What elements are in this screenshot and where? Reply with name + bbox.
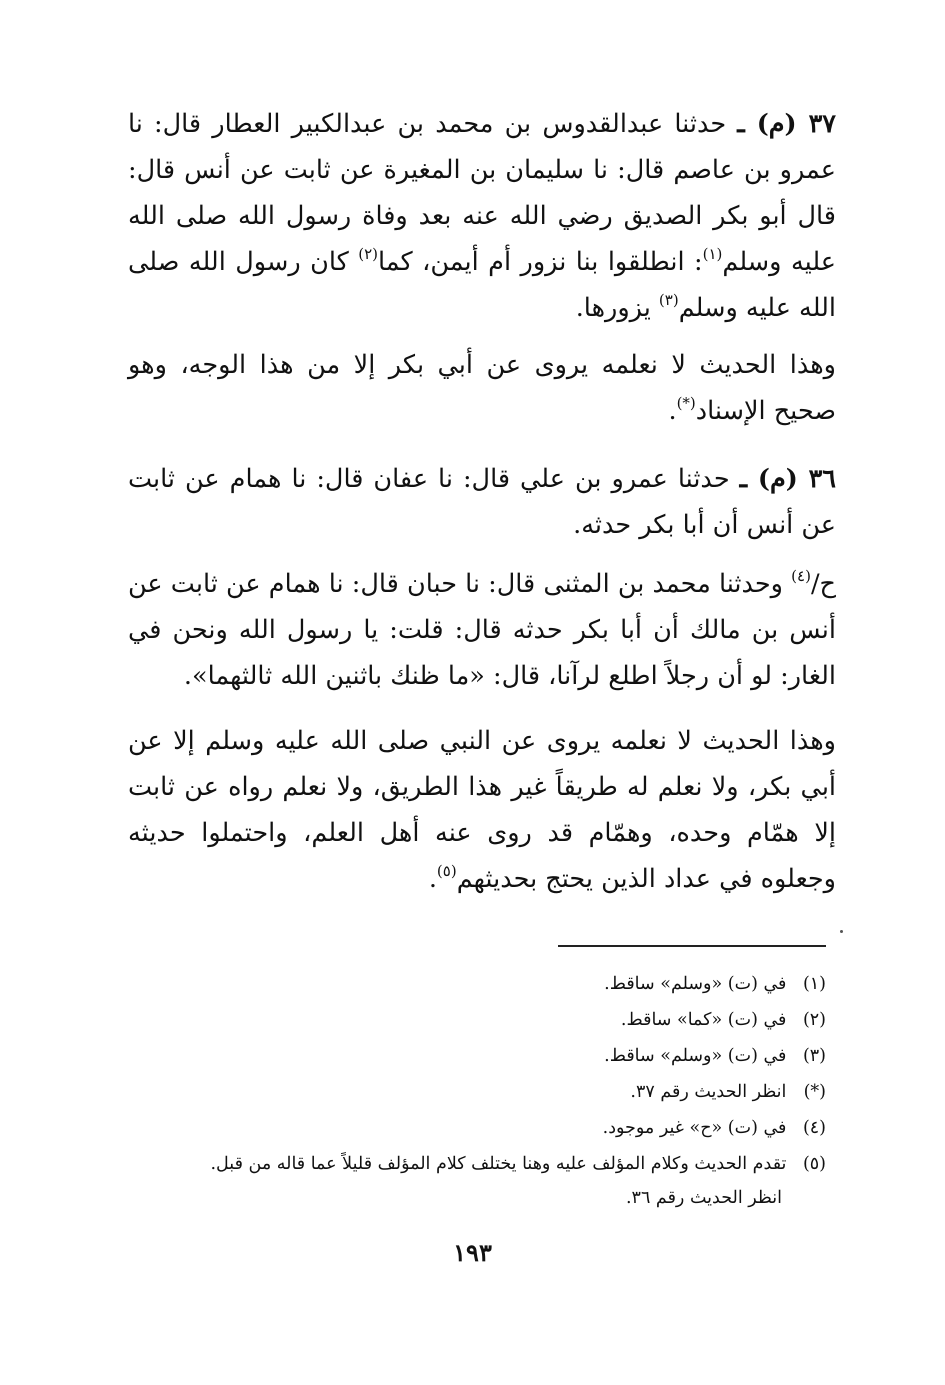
hadith-text: ح/ [810, 569, 836, 599]
footnote [130, 1076, 826, 1108]
commentary-text: وهذا الحديث لا نعلمه يروى عن النبي صلى الله عليه وسلم إلا عن أبي بكر، ولا نعلم له طريقاً غير هذا الطريق، ولا نعلم رواه عن ثابت إلا همّام وحده، وهمّام قد روى عنه أهل العلم، واحتملوا حديثه وجعلوه في عداد الذين يحتج بحديثهم [128, 726, 836, 894]
footnote-text: في (ت) «وسلم» ساقط. [604, 974, 787, 994]
footnote-number: (١) [802, 974, 826, 994]
footnote-ref: (٥) [436, 862, 457, 880]
hadith-text: : انطلقوا بنا نزور أم أيمن، كما [378, 247, 703, 277]
hadith-text: كان رسول الله صلى الله عليه وسلم [128, 247, 836, 323]
hadith-36-paragraph [128, 456, 836, 548]
footnote [130, 1004, 826, 1036]
footnote-number: (٢) [802, 1010, 826, 1030]
hadith-text: يزورها. [575, 293, 659, 323]
footnote-text: في (ت) «كما» ساقط. [620, 1010, 787, 1030]
footnote-number: (٤) [802, 1118, 826, 1138]
hadith-number: ٣٦ (م) ـ [739, 464, 836, 494]
footnote-text: انظر الحديث رقم ٣٧. [630, 1082, 787, 1102]
commentary-text: . [668, 396, 677, 426]
footnote-separator [558, 945, 826, 947]
commentary-text: . [428, 864, 437, 894]
commentary-paragraph [128, 342, 836, 434]
footnote-text: تقدم الحديث وكلام المؤلف عليه وهنا يختلف كلام المؤلف قليلاً عما قاله من قبل. [210, 1154, 787, 1174]
footnote [130, 1040, 826, 1072]
hadith-text: حدثنا عمرو بن علي قال: نا عفان قال: نا همام عن ثابت عن أنس أن أبا بكر حدثه. [128, 464, 836, 540]
footnote [130, 968, 826, 1000]
page-number: ١٩٣ [453, 1238, 492, 1267]
footnote-ref: (٣) [658, 291, 679, 309]
footnote [130, 1148, 826, 1180]
hadith-text: وحدثنا محمد بن المثنى قال: نا حبان قال: نا همام عن ثابت عن أنس بن مالك أن أبا بكر حدثه قال: قلت: يا رسول الله ونحن في الغار: لو أن رجلاً اطلع لرآنا، قال: «ما ظنك باثنين الله ثالثهما». [128, 569, 836, 691]
footnote-ref: (١) [702, 245, 723, 263]
hadith-37-paragraph [128, 101, 836, 331]
speck [840, 930, 843, 933]
commentary-text: وهذا الحديث لا نعلمه يروى عن أبي بكر إلا من هذا الوجه، وهو صحيح الإسناد [128, 350, 836, 426]
footnote-number: (٥) [802, 1154, 826, 1174]
footnote-text: في (ت) «وسلم» ساقط. [604, 1046, 787, 1066]
hadith-text: حدثنا عبدالقدوس بن محمد بن عبدالكبير العطار قال: نا عمرو بن عاصم قال: نا سليمان بن المغيرة عن ثابت عن أنس قال: قال أبو بكر الصديق رضي الله عنه بعد وفاة رسول الله صلى الله عليه وسلم [128, 109, 836, 277]
footnote-ref: (٢) [358, 245, 379, 263]
hadith-number: ٣٧ (م) ـ [737, 109, 836, 139]
footnote-text: في (ت) «ح» غير موجود. [602, 1118, 787, 1138]
footnote-ref: (*) [676, 394, 696, 412]
footnote-ref: (٤) [791, 567, 811, 585]
footnote [130, 1112, 826, 1144]
commentary-paragraph [128, 718, 836, 902]
hadith-chain-paragraph [128, 561, 836, 699]
footnote-number: (٣) [802, 1046, 826, 1066]
footnote-continuation: انظر الحديث رقم ٣٦. [625, 1188, 782, 1208]
footnote-number: (*) [803, 1082, 826, 1102]
